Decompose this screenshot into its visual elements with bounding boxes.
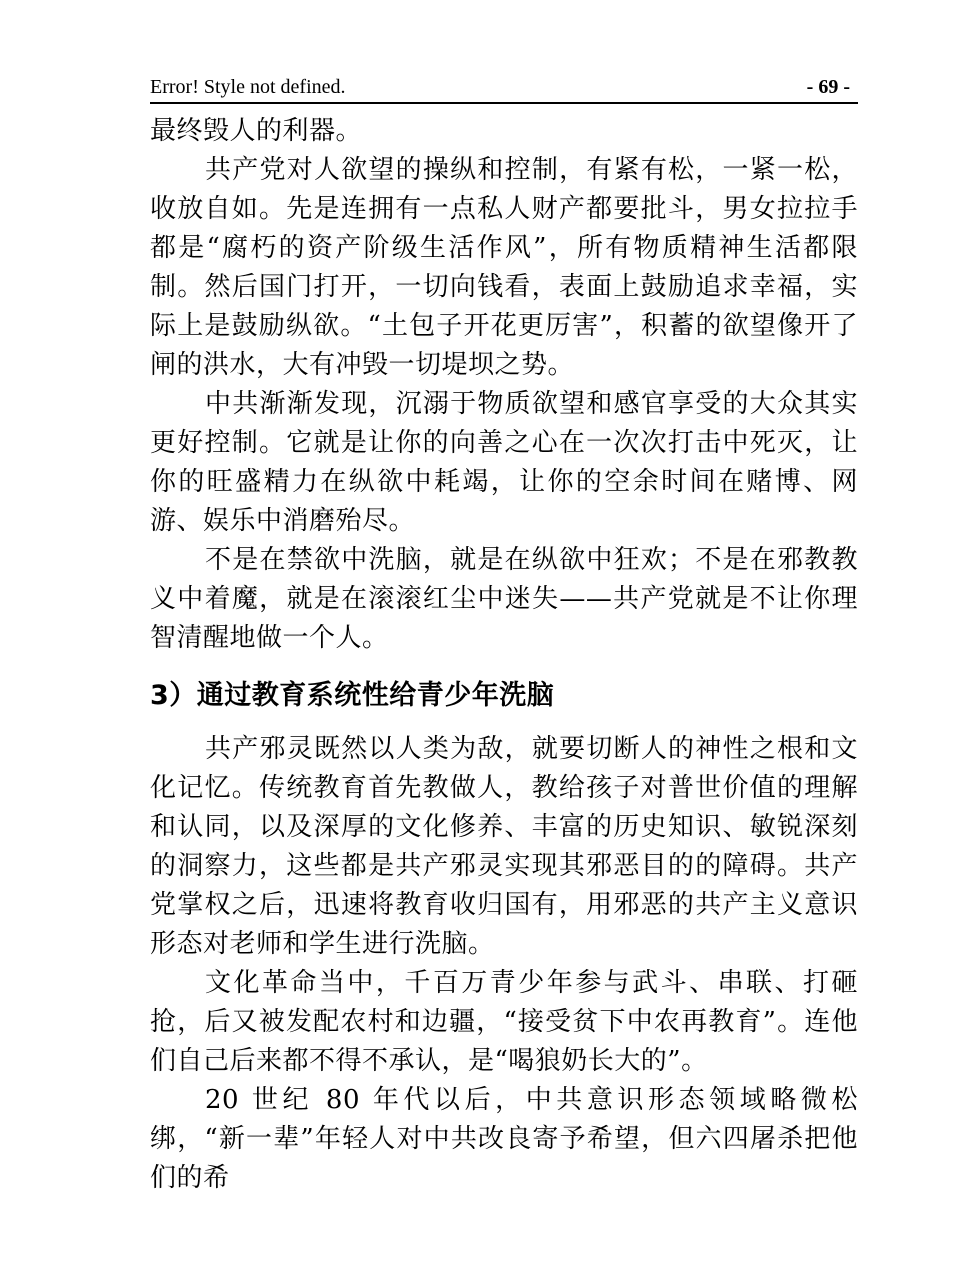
paragraph-continued: 最终毁人的利器。 [150, 116, 363, 146]
page-body [150, 112, 858, 1198]
running-title: Error! Style not defined. [150, 76, 346, 98]
running-header [150, 74, 858, 104]
paragraph: 不是在禁欲中洗脑，就是在纵欲中狂欢；不是在邪教教义中着魔，就是在滚滚红尘中迷失——共产党就是不让你理智清醒地做一个人。 [150, 545, 858, 653]
paragraph: 文化革命当中，千百万青少年参与武斗、串联、打砸抢，后又被发配农村和边疆，“接受贫下中农再教育”。连他们自己后来都不得不承认，是“喝狼奶长大的”。 [150, 968, 858, 1076]
paragraph: 20 世纪 80 年代以后，中共意识形态领域略微松绑，“新一辈”年轻人对中共改良寄予希望，但六四屠杀把他们的希 [150, 1085, 858, 1193]
section-heading: 3）通过教育系统性给青少年洗脑 [150, 680, 555, 711]
paragraph: 中共渐渐发现，沉溺于物质欲望和感官享受的大众其实更好控制。它就是让你的向善之心在一次次打击中死灭，让你的旺盛精力在纵欲中耗竭，让你的空余时间在赌博、网游、娱乐中消磨殆尽。 [150, 389, 858, 536]
paragraph: 共产党对人欲望的操纵和控制，有紧有松，一紧一松，收放自如。先是连拥有一点私人财产都要批斗，男女拉拉手都是“腐朽的资产阶级生活作风”，所有物质精神生活都限制。然后国门打开，一切向钱看，表面上鼓励追求幸福，实际上是鼓励纵欲。“土包子开花更厉害”，积蓄的欲望像开了闸的洪水，大有冲毁一切堤坝之势。 [150, 155, 858, 380]
page-number: - 69 - [806, 76, 850, 98]
paragraph: 共产邪灵既然以人类为敌，就要切断人的神性之根和文化记忆。传统教育首先教做人，教给孩子对普世价值的理解和认同，以及深厚的文化修养、丰富的历史知识、敏锐深刻的洞察力，这些都是共产邪灵实现其邪恶目的的障碍。共产党掌权之后，迅速将教育收归国有，用邪恶的共产主义意识形态对老师和学生进行洗脑。 [150, 734, 858, 959]
